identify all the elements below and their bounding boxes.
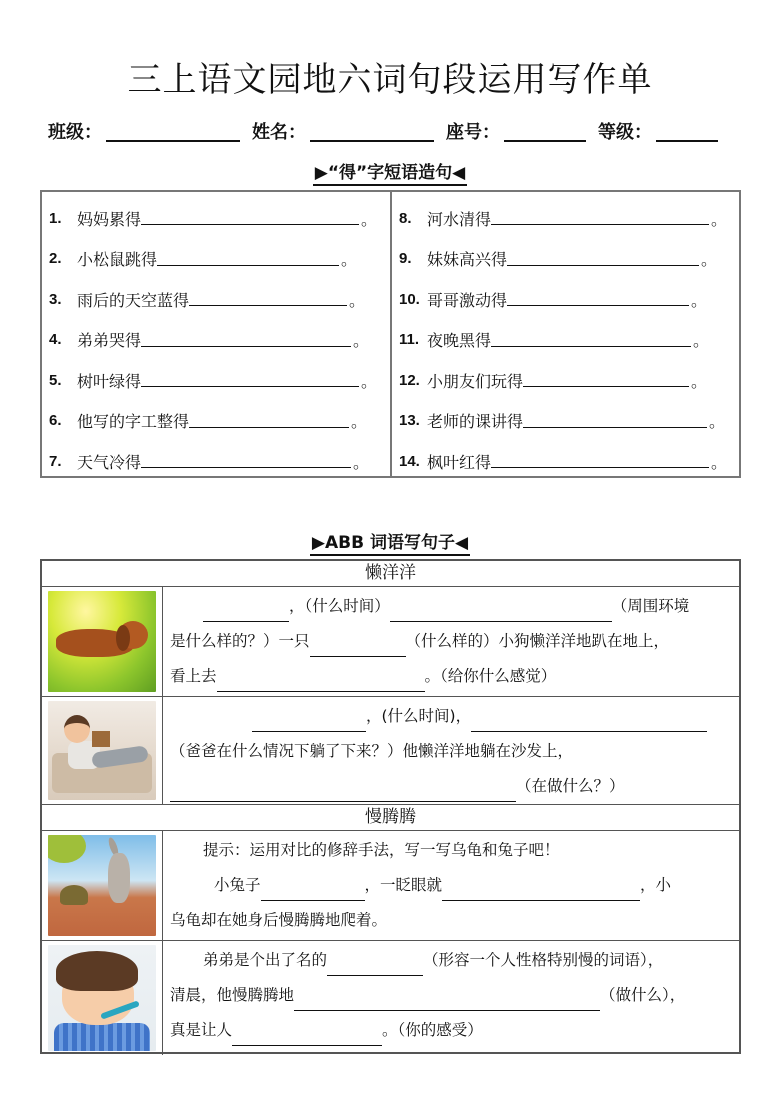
- item-prompt: 妈妈累得: [77, 209, 142, 229]
- section-title-abb-text: ▶ABB 词语写句子◀: [310, 533, 470, 556]
- de-phrase-item: [399, 441, 739, 482]
- de-phrase-item: [49, 320, 390, 361]
- de-phrase-column-right: [392, 192, 739, 476]
- item-number: 12.: [399, 371, 420, 389]
- item-prompt: 妹妹高兴得: [427, 250, 508, 270]
- period: 。: [711, 209, 728, 229]
- item-number: 1.: [49, 209, 62, 227]
- de-phrase-item: [49, 401, 390, 442]
- item-prompt: 弟弟哭得: [77, 331, 142, 351]
- answer-blank[interactable]: [442, 885, 640, 901]
- answer-blank[interactable]: [170, 786, 516, 802]
- item-number: 9.: [399, 250, 412, 268]
- group-header-lanyangyang: 懒洋洋: [42, 561, 739, 587]
- exercise-text-dad: ，(什么时间)， （爸爸在什么情况下躺了下来？）他懒洋洋地躺在沙发上， （在做什么？）: [163, 697, 739, 804]
- section-title-de-text: ▶“得”字短语造句◀: [313, 163, 468, 186]
- item-number: 2.: [49, 250, 62, 268]
- item-number: 3.: [49, 290, 62, 308]
- answer-blank[interactable]: [252, 716, 366, 732]
- answer-blank[interactable]: [491, 331, 691, 347]
- de-phrase-item: [49, 279, 390, 320]
- answer-blank[interactable]: [261, 885, 365, 901]
- item-prompt: 小松鼠跳得: [77, 250, 158, 270]
- de-phrase-item: [399, 360, 739, 401]
- grade-label: 等级：: [598, 122, 652, 143]
- item-prompt: 哥哥激动得: [427, 290, 508, 310]
- period: 。: [341, 250, 358, 270]
- student-info-row: [48, 118, 748, 144]
- answer-blank[interactable]: [523, 371, 689, 387]
- item-prompt: 他写的字工整得: [77, 412, 190, 432]
- period: 。: [711, 452, 728, 472]
- item-prompt: 夜晚黑得: [427, 331, 492, 351]
- answer-blank[interactable]: [491, 209, 709, 225]
- item-number: 13.: [399, 412, 420, 430]
- answer-blank[interactable]: [189, 412, 349, 428]
- seat-label: 座号：: [446, 122, 500, 143]
- page-title: 三上语文园地六词句段运用写作单: [127, 60, 653, 100]
- answer-blank[interactable]: [507, 290, 689, 306]
- period: 。: [353, 331, 370, 351]
- answer-blank[interactable]: [189, 290, 347, 306]
- item-prompt: 树叶绿得: [77, 371, 142, 391]
- period: 。: [361, 209, 378, 229]
- answer-blank[interactable]: [390, 606, 612, 622]
- exercise-text-race: 提示：运用对比的修辞手法，写一写乌龟和兔子吧！ 小兔子 ，一眨眼就 ，小 乌龟却在她身后慢腾腾地爬着。: [170, 841, 672, 929]
- exercise-row-boy: [42, 941, 739, 1055]
- class-label: 班级：: [48, 122, 102, 143]
- period: 。: [693, 331, 710, 351]
- de-phrase-item: [49, 441, 390, 482]
- seat-field[interactable]: [504, 122, 586, 142]
- answer-blank[interactable]: [203, 606, 289, 622]
- item-prompt: 河水清得: [427, 209, 492, 229]
- answer-blank[interactable]: [523, 412, 707, 428]
- abb-sentence-table: [40, 559, 741, 1054]
- item-number: 7.: [49, 452, 62, 470]
- item-number: 10.: [399, 290, 420, 308]
- exercise-text-boy: 弟弟是个出了名的 （形容一个人性格特别慢的词语）， 清晨，他慢腾腾地 （做什么）， 真是让人 。（你的感受）: [163, 941, 739, 1055]
- answer-blank[interactable]: [232, 1030, 382, 1046]
- item-prompt: 雨后的天空蓝得: [77, 290, 190, 310]
- exercise-row-race: [42, 831, 739, 941]
- name-field[interactable]: [310, 122, 434, 142]
- answer-blank[interactable]: [507, 250, 699, 266]
- group-header-mantengteng: 慢腾腾: [42, 805, 739, 831]
- hint-text: 提示：运用对比的修辞手法，写一写乌龟和兔子吧！: [203, 841, 560, 859]
- answer-blank[interactable]: [471, 716, 707, 732]
- de-phrase-item: [399, 239, 739, 280]
- answer-blank[interactable]: [327, 960, 423, 976]
- de-phrase-item: [399, 401, 739, 442]
- item-number: 4.: [49, 331, 62, 349]
- item-prompt: 老师的课讲得: [427, 412, 524, 432]
- item-number: 8.: [399, 209, 412, 227]
- period: 。: [691, 371, 708, 391]
- item-prompt: 小朋友们玩得: [427, 371, 524, 391]
- de-phrase-item: [49, 239, 390, 280]
- de-phrase-column-left: [42, 192, 392, 476]
- section-title-de: [0, 158, 780, 183]
- de-phrase-item: [399, 198, 739, 239]
- item-number: 6.: [49, 412, 62, 430]
- period: 。: [691, 290, 708, 310]
- answer-blank[interactable]: [310, 641, 406, 657]
- dad-on-sofa-image: [48, 701, 156, 800]
- grade-field[interactable]: [656, 122, 718, 142]
- period: 。: [349, 290, 366, 310]
- answer-blank[interactable]: [294, 995, 600, 1011]
- period: 。: [361, 371, 378, 391]
- answer-blank[interactable]: [217, 676, 425, 692]
- de-phrase-item: [49, 360, 390, 401]
- answer-blank[interactable]: [141, 452, 351, 468]
- answer-blank[interactable]: [157, 250, 339, 266]
- item-prompt: 天气冷得: [77, 452, 142, 472]
- section-title-abb: [0, 528, 780, 553]
- name-label: 姓名：: [252, 122, 306, 143]
- item-number: 14.: [399, 452, 420, 470]
- item-prompt: 枫叶红得: [427, 452, 492, 472]
- de-phrase-table: [40, 190, 741, 478]
- answer-blank[interactable]: [141, 209, 359, 225]
- boy-brushing-image: [48, 945, 156, 1051]
- period: 。: [351, 412, 368, 432]
- de-phrase-item: [399, 320, 739, 361]
- exercise-row-dad: [42, 697, 739, 805]
- de-phrase-item: [399, 279, 739, 320]
- answer-blank[interactable]: [141, 331, 351, 347]
- exercise-row-puppy: [42, 587, 739, 697]
- exercise-text-puppy: ，（什么时间） （周围环境 是什么样的？）一只 （什么样的）小狗懒洋洋地趴在地上， 看上去 。（给你什么感觉）: [163, 587, 739, 696]
- rabbit-turtle-image: [48, 835, 156, 936]
- item-number: 5.: [49, 371, 62, 389]
- de-phrase-item: [49, 198, 390, 239]
- answer-blank[interactable]: [491, 452, 709, 468]
- item-number: 11.: [399, 331, 420, 349]
- period: 。: [701, 250, 718, 270]
- period: 。: [709, 412, 726, 432]
- class-field[interactable]: [106, 122, 240, 142]
- period: 。: [353, 452, 370, 472]
- puppy-image: [48, 591, 156, 692]
- answer-blank[interactable]: [141, 371, 359, 387]
